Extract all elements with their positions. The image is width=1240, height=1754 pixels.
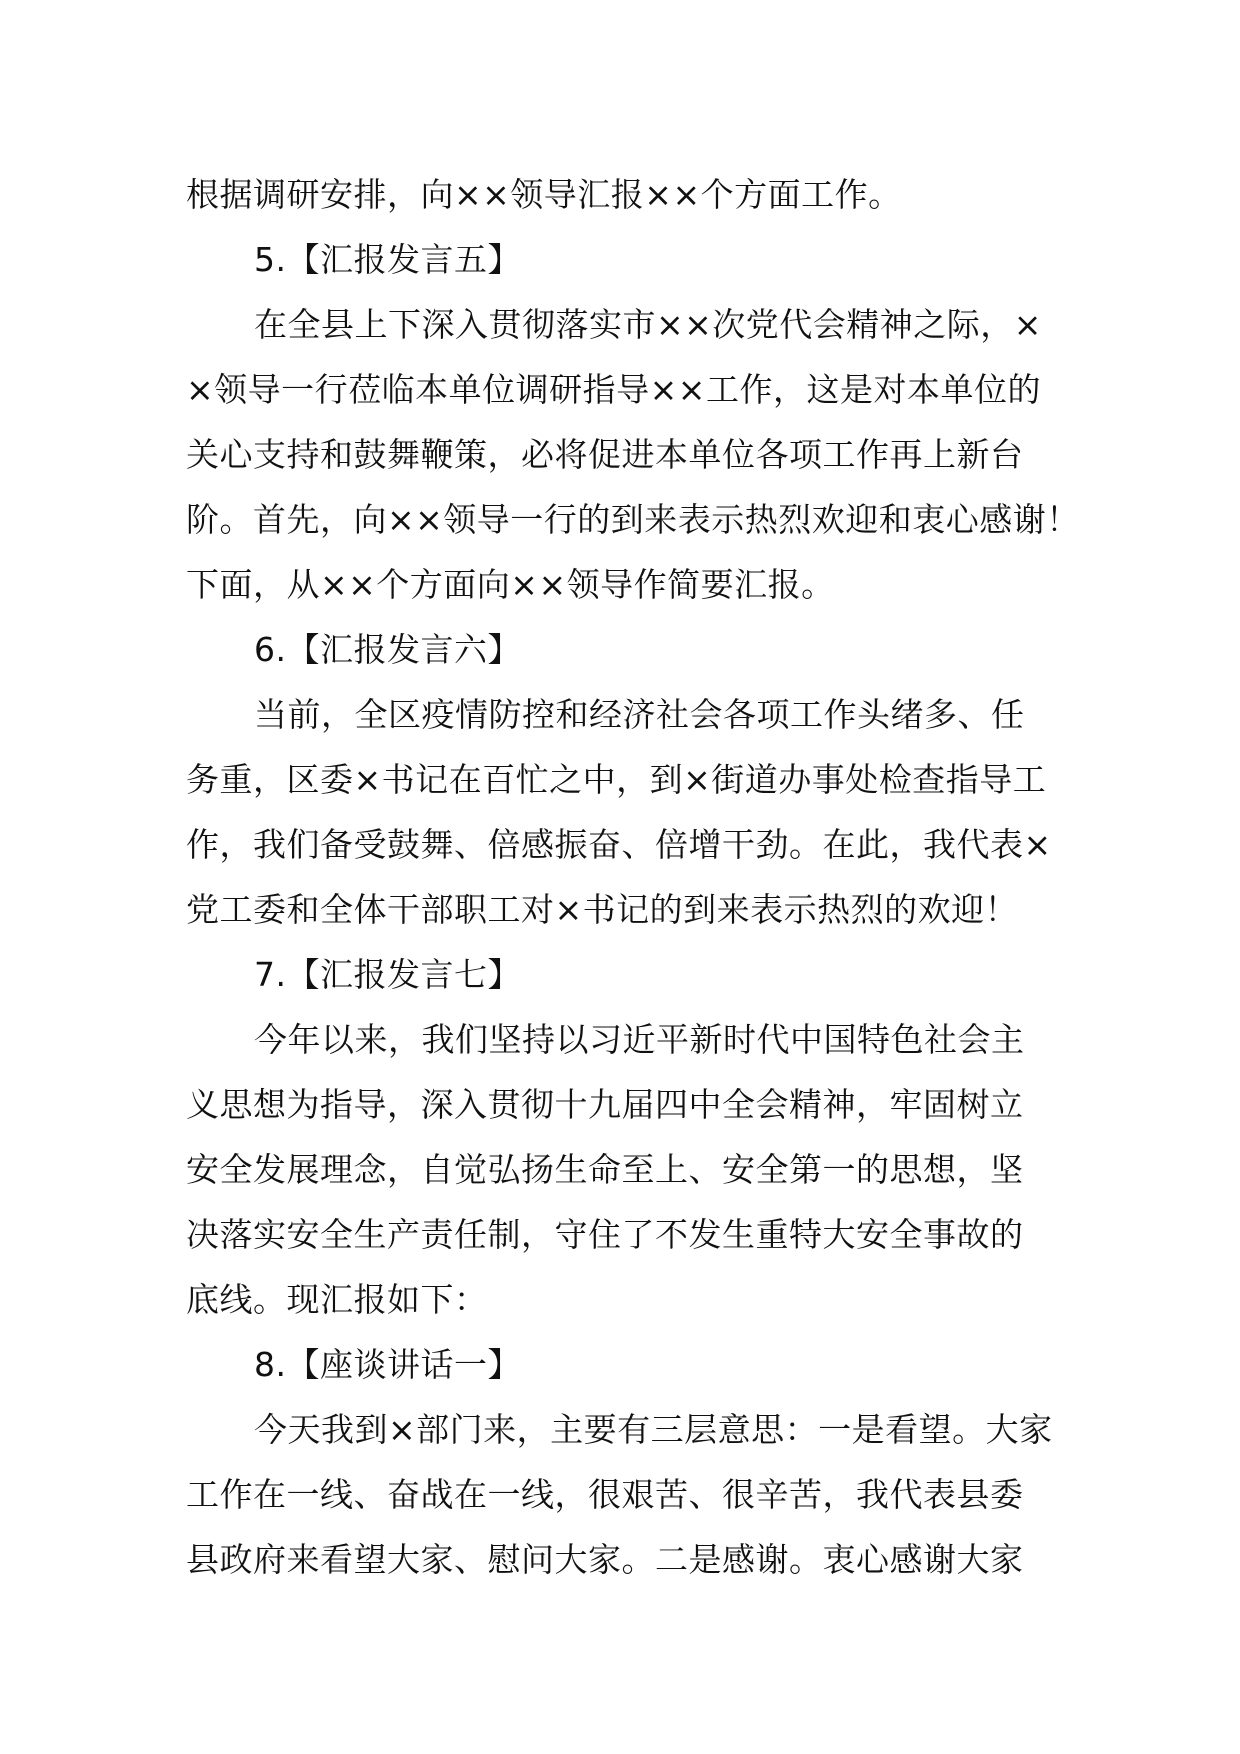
body-text-line: 党工委和全体干部职工对×书记的到来表示热烈的欢迎！: [186, 890, 1019, 929]
body-text-line: 务重，区委×书记在百忙之中，到×街道办事处检查指导工: [186, 760, 1047, 799]
body-text-line: 义思想为指导，深入贯彻十九届四中全会精神，牢固树立: [186, 1085, 1024, 1124]
section-heading: 8.【座谈讲话一】: [254, 1345, 521, 1384]
paragraph-first-line: 今年以来，我们坚持以习近平新时代中国特色社会主: [254, 1020, 1025, 1059]
body-text-line: 关心支持和鼓舞鞭策，必将促进本单位各项工作再上新台: [186, 435, 1024, 474]
section-heading: 7.【汇报发言七】: [254, 955, 521, 994]
body-text-line: 县政府来看望大家、慰问大家。二是感谢。衷心感谢大家: [186, 1540, 1024, 1579]
section-heading: 6.【汇报发言六】: [254, 630, 521, 669]
body-text-line: 下面，从××个方面向××领导作简要汇报。: [186, 565, 835, 604]
body-text-line: 底线。现汇报如下：: [186, 1280, 488, 1319]
body-text-line: 阶。首先，向××领导一行的到来表示热烈欢迎和衷心感谢！: [186, 500, 1080, 539]
body-text-line: 根据调研安排，向××领导汇报××个方面工作。: [186, 175, 902, 214]
body-text-line: 决落实安全生产责任制，守住了不发生重特大安全事故的: [186, 1215, 1024, 1254]
paragraph-first-line: 当前，全区疫情防控和经济社会各项工作头绪多、任: [254, 695, 1025, 734]
body-text-line: 安全发展理念，自觉弘扬生命至上、安全第一的思想，坚: [186, 1150, 1024, 1189]
paragraph-first-line: 在全县上下深入贯彻落实市××次党代会精神之际，×: [254, 305, 1042, 344]
body-text-line: ×领导一行莅临本单位调研指导××工作，这是对本单位的: [186, 370, 1041, 409]
section-heading: 5.【汇报发言五】: [254, 240, 521, 279]
paragraph-first-line: 今天我到×部门来，主要有三层意思：一是看望。大家: [254, 1410, 1053, 1449]
body-text-line: 工作在一线、奋战在一线，很艰苦、很辛苦，我代表县委: [186, 1475, 1024, 1514]
body-text-line: 作，我们备受鼓舞、倍感振奋、倍增干劲。在此，我代表×: [186, 825, 1052, 864]
